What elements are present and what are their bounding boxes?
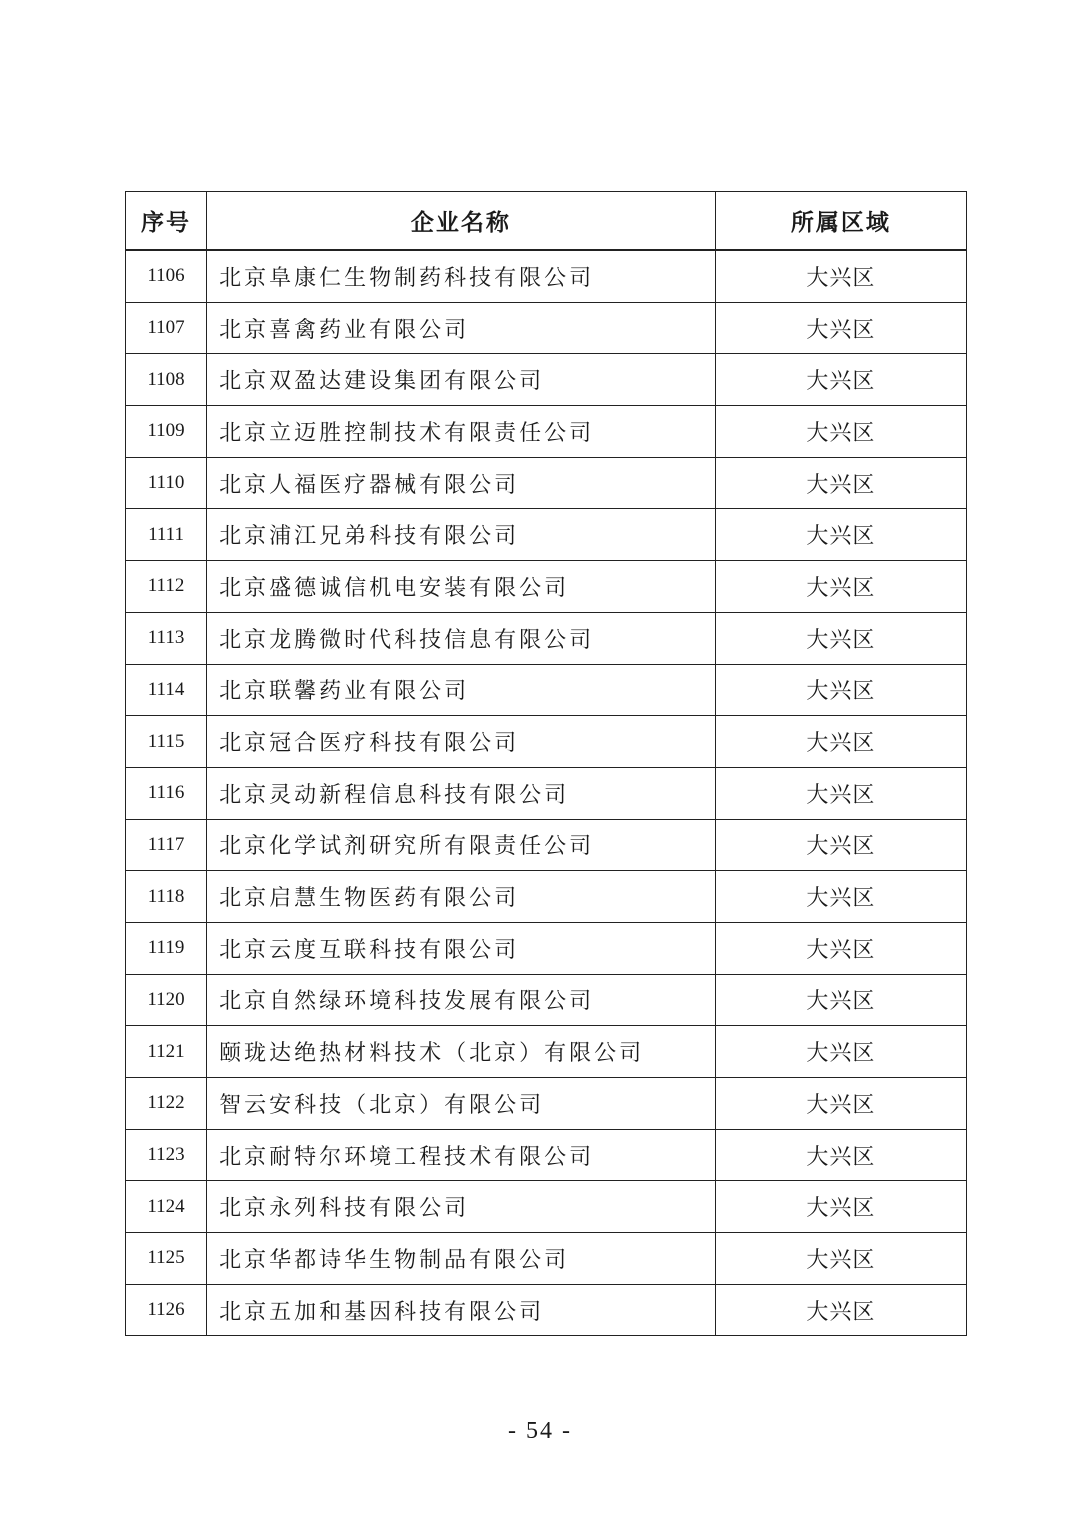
district-cell: 大兴区: [715, 250, 966, 302]
district-cell: 大兴区: [715, 922, 966, 974]
seq-cell: 1106: [126, 250, 207, 302]
table-row: [126, 716, 967, 768]
seq-cell: 1113: [126, 612, 207, 664]
seq-cell: 1123: [126, 1129, 207, 1181]
table-row: [126, 406, 967, 458]
district-cell: 大兴区: [715, 1129, 966, 1181]
page-number: - 54 -: [508, 1418, 572, 1444]
header-name: 企业名称: [207, 192, 716, 251]
table-row: [126, 1284, 967, 1336]
district-cell: 大兴区: [715, 509, 966, 561]
company-name-cell: 北京永列科技有限公司: [207, 1181, 716, 1233]
company-name-cell: 北京自然绿环境科技发展有限公司: [207, 974, 716, 1026]
table-row: [126, 1129, 967, 1181]
table-row: [126, 974, 967, 1026]
table-row: [126, 302, 967, 354]
district-cell: 大兴区: [715, 1284, 966, 1336]
company-name-cell: 智云安科技（北京）有限公司: [207, 1078, 716, 1130]
table-row: [126, 1181, 967, 1233]
district-cell: 大兴区: [715, 1026, 966, 1078]
enterprise-table: [125, 191, 967, 1336]
seq-cell: 1116: [126, 767, 207, 819]
header-seq: 序号: [126, 192, 207, 251]
table-row: [126, 819, 967, 871]
company-name-cell: 北京冠合医疗科技有限公司: [207, 716, 716, 768]
seq-cell: 1109: [126, 406, 207, 458]
seq-cell: 1108: [126, 354, 207, 406]
seq-cell: 1118: [126, 871, 207, 923]
company-name-cell: 北京盛德诚信机电安装有限公司: [207, 561, 716, 613]
company-name-cell: 北京启慧生物医药有限公司: [207, 871, 716, 923]
district-cell: 大兴区: [715, 871, 966, 923]
table-row: [126, 1078, 967, 1130]
district-cell: 大兴区: [715, 1078, 966, 1130]
seq-cell: 1110: [126, 457, 207, 509]
district-cell: 大兴区: [715, 612, 966, 664]
district-cell: 大兴区: [715, 561, 966, 613]
company-name-cell: 北京龙腾微时代科技信息有限公司: [207, 612, 716, 664]
table-row: [126, 250, 967, 302]
company-name-cell: 颐珑达绝热材料技术（北京）有限公司: [207, 1026, 716, 1078]
table-row: [126, 1026, 967, 1078]
company-name-cell: 北京立迈胜控制技术有限责任公司: [207, 406, 716, 458]
table-body: [126, 250, 967, 1336]
header-area: 所属区域: [715, 192, 966, 251]
district-cell: 大兴区: [715, 406, 966, 458]
seq-cell: 1115: [126, 716, 207, 768]
company-name-cell: 北京灵动新程信息科技有限公司: [207, 767, 716, 819]
seq-cell: 1107: [126, 302, 207, 354]
table-row: [126, 922, 967, 974]
seq-cell: 1117: [126, 819, 207, 871]
company-name-cell: 北京喜禽药业有限公司: [207, 302, 716, 354]
table-row: [126, 612, 967, 664]
seq-cell: 1121: [126, 1026, 207, 1078]
company-name-cell: 北京人福医疗器械有限公司: [207, 457, 716, 509]
table-row: [126, 1233, 967, 1285]
company-name-cell: 北京五加和基因科技有限公司: [207, 1284, 716, 1336]
company-name-cell: 北京华都诗华生物制品有限公司: [207, 1233, 716, 1285]
seq-cell: 1126: [126, 1284, 207, 1336]
table-row: [126, 664, 967, 716]
district-cell: 大兴区: [715, 1181, 966, 1233]
seq-cell: 1114: [126, 664, 207, 716]
company-name-cell: 北京化学试剂研究所有限责任公司: [207, 819, 716, 871]
company-name-cell: 北京耐特尔环境工程技术有限公司: [207, 1129, 716, 1181]
table-header: [126, 192, 967, 251]
table-row: [126, 871, 967, 923]
company-name-cell: 北京联馨药业有限公司: [207, 664, 716, 716]
seq-cell: 1112: [126, 561, 207, 613]
table-header-row: [126, 192, 967, 251]
table-row: [126, 509, 967, 561]
company-name-cell: 北京阜康仁生物制药科技有限公司: [207, 250, 716, 302]
company-name-cell: 北京双盈达建设集团有限公司: [207, 354, 716, 406]
seq-cell: 1120: [126, 974, 207, 1026]
district-cell: 大兴区: [715, 664, 966, 716]
district-cell: 大兴区: [715, 767, 966, 819]
district-cell: 大兴区: [715, 974, 966, 1026]
seq-cell: 1119: [126, 922, 207, 974]
table-row: [126, 457, 967, 509]
district-cell: 大兴区: [715, 1233, 966, 1285]
seq-cell: 1124: [126, 1181, 207, 1233]
district-cell: 大兴区: [715, 457, 966, 509]
seq-cell: 1111: [126, 509, 207, 561]
table-row: [126, 767, 967, 819]
district-cell: 大兴区: [715, 716, 966, 768]
company-name-cell: 北京浦江兄弟科技有限公司: [207, 509, 716, 561]
seq-cell: 1122: [126, 1078, 207, 1130]
district-cell: 大兴区: [715, 302, 966, 354]
company-name-cell: 北京云度互联科技有限公司: [207, 922, 716, 974]
district-cell: 大兴区: [715, 819, 966, 871]
table-row: [126, 354, 967, 406]
district-cell: 大兴区: [715, 354, 966, 406]
seq-cell: 1125: [126, 1233, 207, 1285]
table-row: [126, 561, 967, 613]
